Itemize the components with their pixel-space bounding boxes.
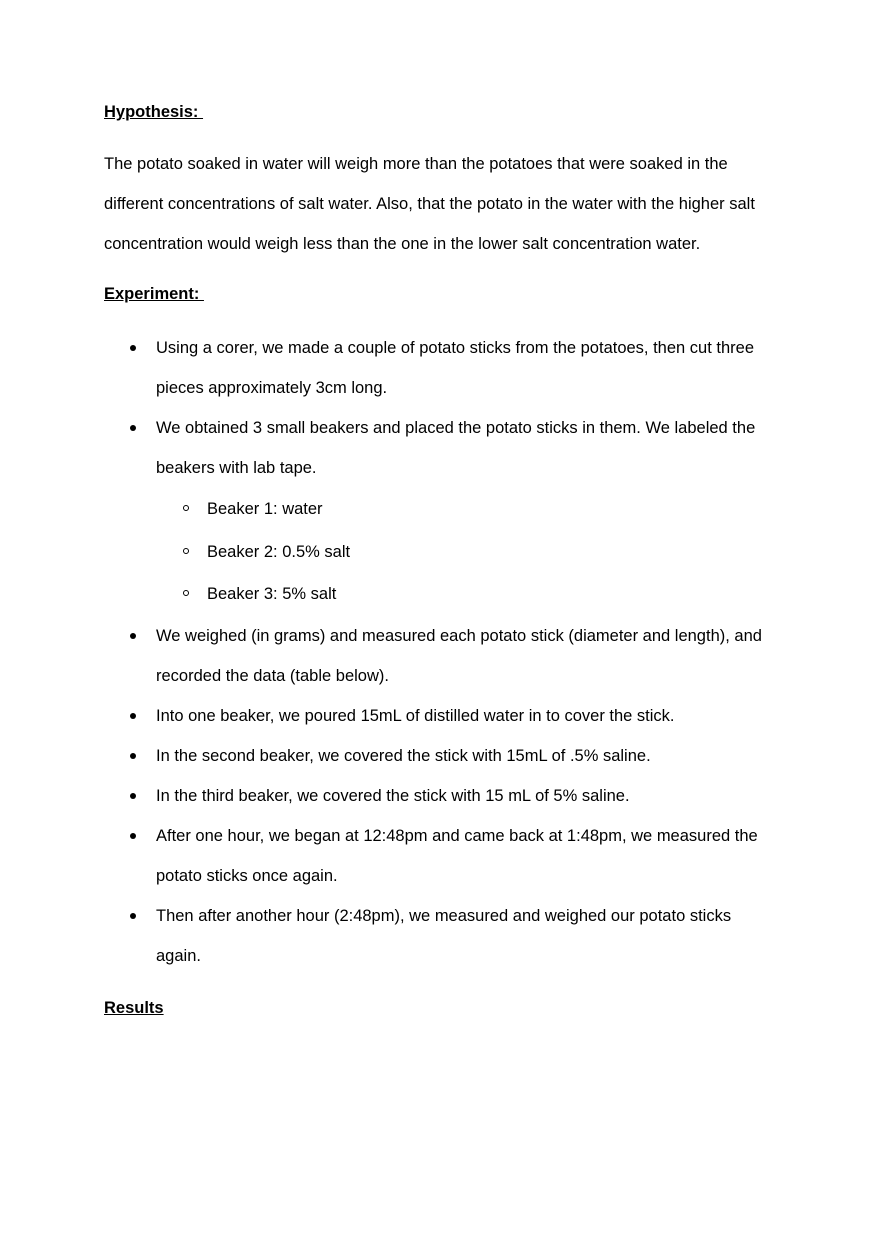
hypothesis-heading: Hypothesis: xyxy=(104,103,204,121)
beaker-label: Beaker 3: 5% salt xyxy=(207,585,337,603)
experiment-heading: Experiment: xyxy=(104,285,204,303)
hollow-bullet-icon xyxy=(183,505,189,511)
bullet-icon xyxy=(130,425,136,431)
beaker-list xyxy=(156,488,774,616)
step-text: In the second beaker, we covered the stick with 15mL of .5% saline. xyxy=(156,746,651,765)
beaker-label: Beaker 1: water xyxy=(207,500,323,518)
step-text: After one hour, we began at 12:48pm and came back at 1:48pm, we measured the potato sticks once again. xyxy=(156,826,758,885)
bullet-icon xyxy=(130,713,136,719)
step-text: Using a corer, we made a couple of potato sticks from the potatoes, then cut three pieces approximately 3cm long. xyxy=(156,339,754,397)
step-text: We weighed (in grams) and measured each potato stick (diameter and length), and recorded the data (table below). xyxy=(156,626,762,685)
step-text: Then after another hour (2:48pm), we measured and weighed our potato sticks again. xyxy=(156,906,732,965)
document-page xyxy=(104,92,774,1028)
list-item xyxy=(104,816,774,896)
hollow-bullet-icon xyxy=(183,548,189,554)
list-item xyxy=(104,408,774,616)
step-text: We obtained 3 small beakers and placed the potato sticks in them. We labeled the beakers with lab tape. xyxy=(156,419,756,477)
bullet-icon xyxy=(130,753,136,759)
hollow-bullet-icon xyxy=(183,590,189,596)
list-item xyxy=(156,531,774,574)
bullet-icon xyxy=(130,633,136,639)
bullet-icon xyxy=(130,913,136,919)
hypothesis-text: The potato soaked in water will weigh more than the potatoes that were soaked in the different concentrations of salt water. Also, that the potato in the water with the higher salt concentration would weigh less than the one in the lower salt concentration water. xyxy=(104,155,755,253)
list-item xyxy=(104,776,774,816)
bullet-icon xyxy=(130,345,136,351)
list-item xyxy=(104,896,774,976)
list-item xyxy=(104,328,774,408)
list-item xyxy=(104,616,774,696)
step-text: In the third beaker, we covered the stick with 15 mL of 5% saline. xyxy=(156,786,630,805)
results-heading: Results xyxy=(104,998,164,1017)
experiment-steps-list xyxy=(104,328,774,976)
list-item xyxy=(156,488,774,531)
step-text: Into one beaker, we poured 15mL of distilled water in to cover the stick. xyxy=(156,706,675,725)
bullet-icon xyxy=(130,793,136,799)
beaker-label: Beaker 2: 0.5% salt xyxy=(207,542,351,561)
list-item xyxy=(104,736,774,776)
list-item xyxy=(104,696,774,736)
bullet-icon xyxy=(130,833,136,839)
list-item xyxy=(156,573,774,616)
